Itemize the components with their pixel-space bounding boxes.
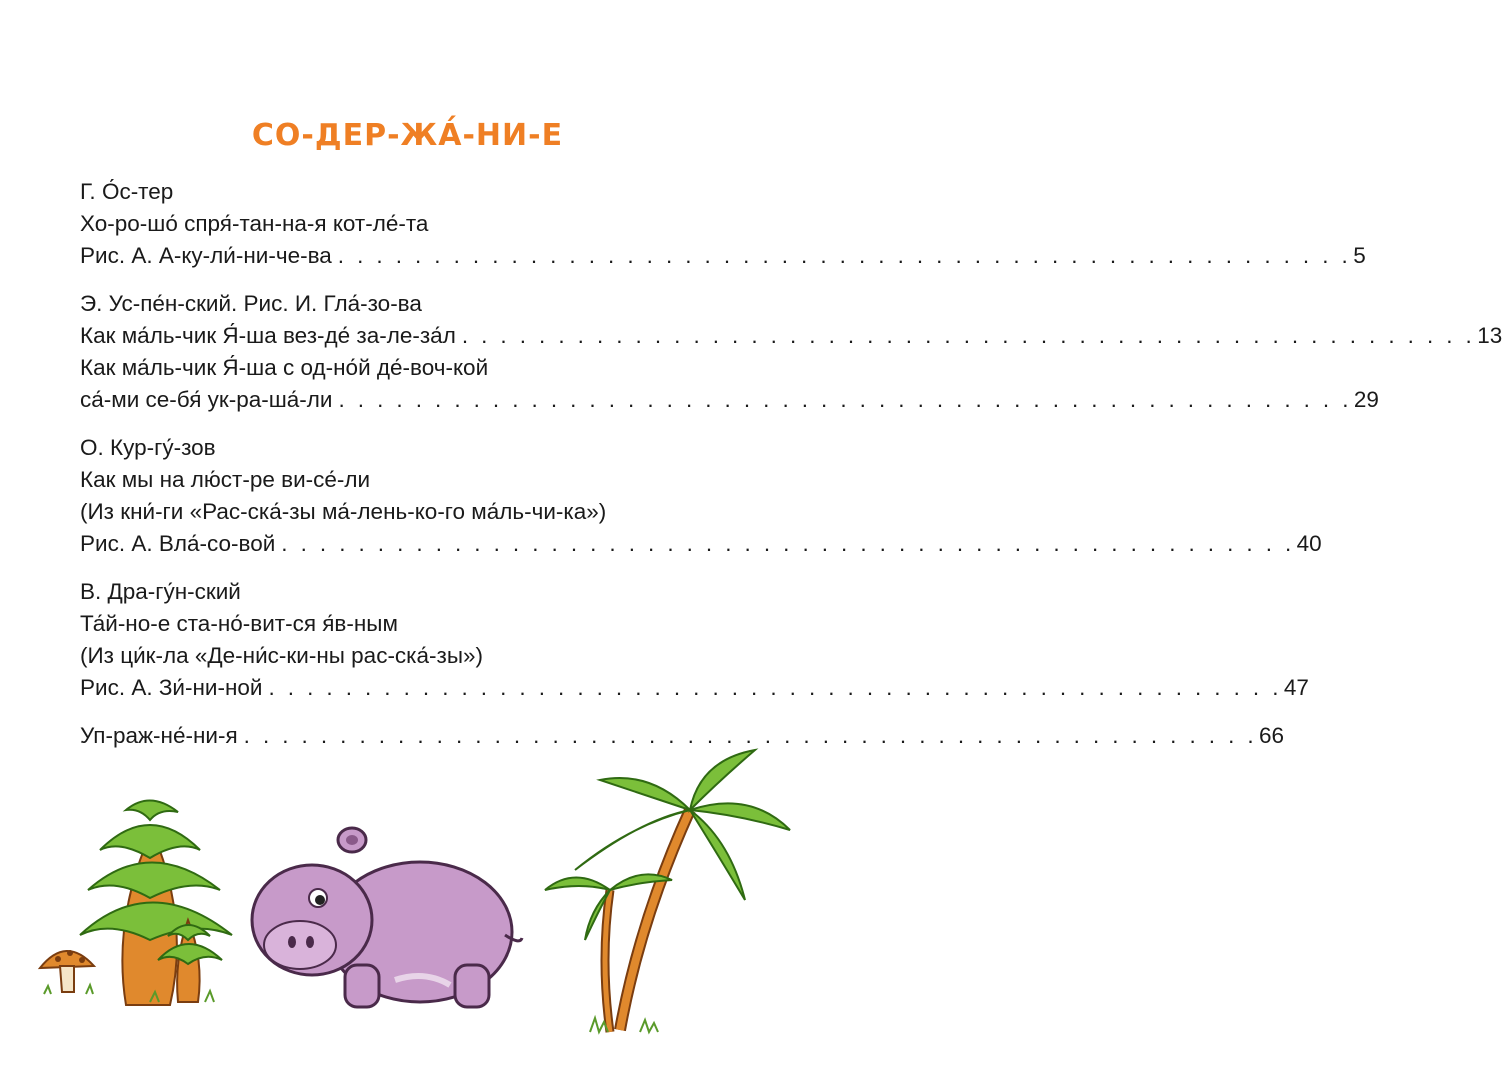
toc-entry-text: Рис. А. Зи́-ни-ной (80, 675, 263, 700)
toc-page-number: 29 (1353, 387, 1379, 412)
toc-story-title: Как ма́ль-чик Я́-ша с од-но́й де́-воч-кой (80, 355, 489, 380)
toc-section-dragunsky (80, 576, 1309, 704)
toc-section-uspensky (80, 288, 1502, 416)
toc-entry-text: Уп-раж-не́-ни-я (80, 723, 238, 748)
toc-entry-text: са́-ми се-бя́ ук-ра-ша́-ли (80, 387, 333, 412)
toc-author: В. Дра-гу́н-ский (80, 579, 241, 604)
toc-story-title: Как мы на лю́ст-ре ви-се́-ли (80, 467, 371, 492)
toc-leader-dots: . . . . . . . . . . . . . . . . . . . . . . . . . . . . . . . . . . . . . . . . . . . . . . . . . . . . . (243, 723, 1258, 748)
toc-leader-dots: . . . . . . . . . . . . . . . . . . . . . . . . . . . . . . . . . . . . . . . . . . . . . . . . . . . . . (281, 531, 1295, 556)
toc-story-source: (Из кни́-ги «Рас-ска́-зы ма́-лень-ко-го ма́ль-чи-ка») (80, 499, 607, 524)
toc-section-oster (80, 176, 1366, 272)
illustration-row (0, 740, 815, 1070)
toc-page-number: 47 (1283, 675, 1309, 700)
palm-tree-icon (545, 750, 790, 1032)
toc-story-title: Хо-ро-шо́ спря́-тан-на-я кот-ле́-та (80, 211, 429, 236)
toc-entry[interactable] (80, 528, 1322, 560)
toc-entry[interactable] (80, 320, 1502, 352)
toc-author: Э. Ус-пе́н-ский. Рис. И. Гла́-зо-ва (80, 291, 422, 316)
toc-page-number: 5 (1353, 243, 1366, 268)
mushroom-icon (40, 950, 94, 994)
table-of-contents (80, 176, 1502, 768)
toc-page-number: 66 (1259, 723, 1285, 748)
toc-leader-dots: . . . . . . . . . . . . . . . . . . . . . . . . . . . . . . . . . . . . . . . . . . . . . . . . . . . . . (338, 387, 1352, 412)
toc-leader-dots: . . . . . . . . . . . . . . . . . . . . . . . . . . . . . . . . . . . . . . . . . . . . . . . . . . . . . (461, 323, 1476, 348)
toc-author: Г. О́с-тер (80, 179, 174, 204)
toc-entry-text: Рис. А. А-ку-ли́-ни-че-ва (80, 243, 332, 268)
toc-section-kurguzov (80, 432, 1322, 560)
toc-author: О. Кур-гу́-зов (80, 435, 216, 460)
hippo-icon (252, 828, 522, 1007)
toc-entry[interactable] (80, 240, 1366, 272)
toc-entry[interactable] (80, 672, 1309, 704)
toc-entry-text: Как ма́ль-чик Я́-ша вез-де́ за-ле-за́л (80, 323, 456, 348)
toc-story-title: Та́й-но-е ста-но́-вит-ся я́в-ным (80, 611, 398, 636)
toc-leader-dots: . . . . . . . . . . . . . . . . . . . . . . . . . . . . . . . . . . . . . . . . . . . . . . . . . . . . . (337, 243, 1352, 268)
toc-story-source: (Из ци́к-ла «Де-ни́с-ки-ны рас-ска́-зы») (80, 643, 484, 668)
toc-page-number: 13 (1477, 323, 1502, 348)
toc-leader-dots: . . . . . . . . . . . . . . . . . . . . . . . . . . . . . . . . . . . . . . . . . . . . . . . . . . . . . (268, 675, 1282, 700)
page-title: СО-ДЕР-ЖА́-НИ-Е (251, 118, 564, 153)
toc-entry[interactable] (80, 384, 1379, 416)
fir-tree-icon (80, 800, 232, 1005)
toc-page-number: 40 (1296, 531, 1322, 556)
toc-entry-text: Рис. А. Вла́-со-вой (80, 531, 276, 556)
